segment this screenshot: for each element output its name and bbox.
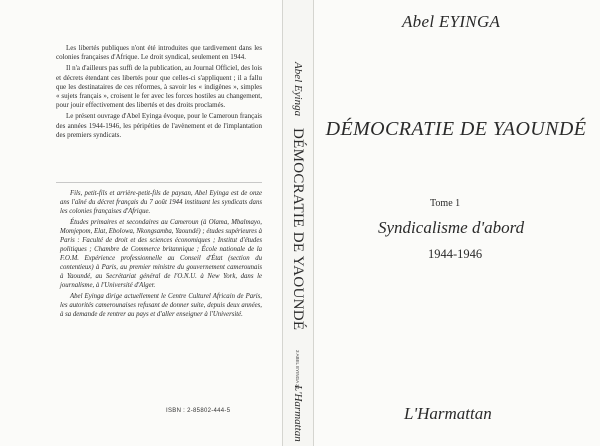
front-publisher: L'Harmattan: [404, 404, 492, 423]
front-title: DÉMOCRATIE DE YAOUNDÉ: [325, 118, 587, 140]
spine-title: DÉMOCRATIE DE YAOUNDÉ: [290, 128, 306, 331]
date-range: 1944-1946: [428, 247, 483, 261]
front-author: Abel EYINGA: [402, 12, 501, 31]
back-cover-divider: [56, 182, 262, 183]
book-spine: [282, 0, 314, 446]
blurb-paragraph: Le présent ouvrage d'Abel Eyinga évoque, pour le Cameroun français des années 1944-1946, les péripéties de l'avènement et de l'implantation des premiers syndicats.: [56, 112, 262, 139]
volume-label: Tome 1: [430, 198, 461, 209]
front-cover: [312, 0, 600, 446]
bio-paragraph: Abel Eyinga dirige actuellement le Centre Culturel Africain de Paris, les autorités camerounaises refusant de donner suite, depuis deux années, à sa demande de rentrer au pays et d'aller enseigner à l'Université.: [60, 293, 262, 318]
spine-publisher: L'Harmattan: [292, 385, 304, 442]
spine-catalog-code: 3 ABEL EYINGA 32: [295, 350, 300, 390]
author-biography: [60, 189, 262, 321]
blurb-paragraph: Il n'a d'ailleurs pas suffi de la publication, au Journal Officiel, des lois et décrets étendant ces libertés pour que celles-ci s'appliquent ; il a fallu que les destinataires de ces réformes, à savoir les « indigènes », simples « sujets français », croisent le fer avec les forces hostiles au changement, pour jouir effectivement des libertés et des droits proclamés.: [56, 64, 262, 110]
blurb-paragraph: Les libertés publiques n'ont été introduites que tardivement dans les colonies françaises d'Afrique. Le droit syndical, seulement en 1944.: [56, 44, 262, 62]
bio-paragraph: Fils, petit-fils et arrière-petit-fils de paysan, Abel Eyinga est de onze ans l'aîné du décret français du 7 août 1944 instituant les syndicats dans les colonies françaises d'Afrique.: [60, 190, 262, 215]
isbn-number: ISBN : 2-85802-444-5: [166, 408, 231, 414]
back-cover-blurb: [56, 44, 262, 142]
bio-paragraph: Études primaires et secondaires au Cameroun (à Olama, Mbalmayo, Momjepom, Elat, Ebolowa, Nkongsamba, Yaoundé) ; études supérieures à Paris : Faculté de droit et des sciences économiques ; Institut d'études politiques ; Chambre de Commerce britannique ; École nationale de la F.O.M. Expérience professionnelle au Conseil d'État (section du contentieux) à Paris, au premier ministre du gouvernement camerounais à Yaoundé, au Secrétariat général de l'O.N.U. à New York, dans le journalisme, à l'Université d'Alger.: [60, 219, 262, 289]
back-cover: [0, 0, 282, 446]
front-subtitle: Syndicalisme d'abord: [378, 218, 525, 237]
spine-author: Abel Eyinga: [292, 62, 304, 117]
